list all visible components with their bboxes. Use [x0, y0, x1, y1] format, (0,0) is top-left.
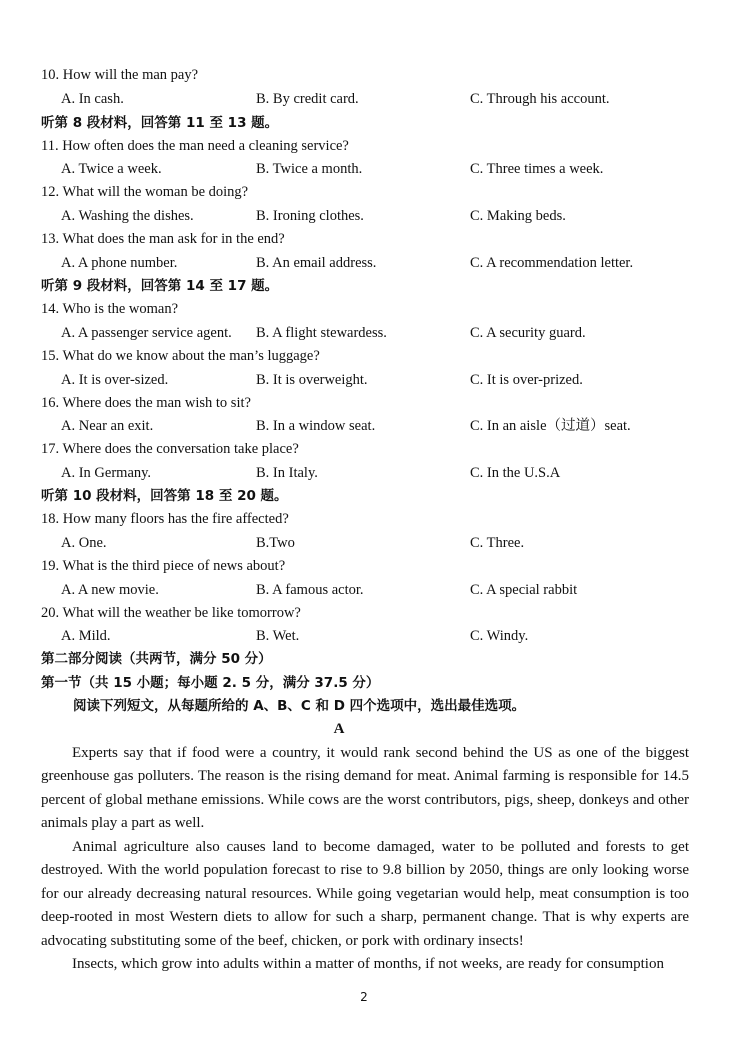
option-b: B. It is overweight. — [256, 372, 368, 388]
option-c: C. A recommendation letter. — [470, 255, 634, 271]
question-stem: 10. How will the man pay? — [41, 67, 199, 83]
option-c: C. Three times a week. — [470, 161, 604, 177]
option-b: B. A famous actor. — [256, 582, 364, 598]
question-stem: 17. Where does the conversation take place? — [41, 441, 299, 457]
option-b: B. An email address. — [256, 255, 377, 271]
question-stem: 12. What will the woman be doing? — [41, 184, 249, 200]
option-b: B. Twice a month. — [256, 161, 363, 177]
option-a: A. One. — [61, 535, 107, 551]
option-a: A. It is over-sized. — [61, 372, 169, 388]
question-stem: 14. Who is the woman? — [41, 301, 179, 317]
question-stem: 16. Where does the man wish to sit? — [41, 395, 251, 411]
option-c: C. A special rabbit — [470, 582, 578, 598]
option-c: C. Through his account. — [470, 91, 610, 107]
question-stem: 19. What is the third piece of news about? — [41, 558, 286, 574]
section-heading: 听第 9 段材料，回答第 14 至 17 题。 — [41, 278, 279, 294]
option-c: C. A security guard. — [470, 325, 586, 341]
option-c: C. Making beds. — [470, 208, 566, 224]
section-heading: 听第 8 段材料，回答第 11 至 13 题。 — [41, 115, 279, 131]
passage-paragraph: Animal agriculture also causes land to become damaged, water to be polluted and forests to get destroyed. With the world population forecast to rise to 9.8 billion by 2050, things are only looking worse for our already decreasing natural resources. While going vegetarian would help, meat consumption is too deep-rooted in most Western diets to allow for such a sharp, permanent change. That is why experts are advocating substituting some of the beef, chicken, or pork with ordinary insects! — [41, 839, 689, 949]
passage-paragraph: Insects, which grow into adults within a matter of months, if not weeks, are ready for consumption — [72, 956, 664, 972]
question-options — [0, 417, 748, 435]
option-c: C. In an aisle（过道）seat. — [470, 418, 631, 434]
option-a: A. Washing the dishes. — [61, 208, 194, 224]
question-options — [0, 160, 748, 178]
option-c: C. It is over-prized. — [470, 372, 583, 388]
question-options — [0, 324, 748, 342]
passage-paragraph: Experts say that if food were a country, it would rank second behind the US as one of the biggest greenhouse gas polluters. The reason is the rising demand for meat. Animal farming is responsible for 14.5 percent of global methane emissions. While cows are the worst contributors, pigs, sheep, donkeys and other animals play a part as well. — [41, 745, 689, 832]
question-stem: 20. What will the weather be like tomorrow? — [41, 605, 301, 621]
question-stem: 15. What do we know about the man’s luggage? — [41, 348, 320, 364]
option-b: B. In a window seat. — [256, 418, 376, 434]
option-b: B.Two — [256, 535, 295, 551]
question-options — [0, 371, 748, 389]
question-options — [0, 254, 748, 272]
part-heading: 第二部分阅读（共两节，满分 50 分） — [41, 651, 272, 667]
question-stem: 18. How many floors has the fire affected? — [41, 511, 289, 527]
option-b: B. In Italy. — [256, 465, 318, 481]
option-a: A. A new movie. — [61, 582, 159, 598]
option-a: A. Mild. — [61, 628, 111, 644]
question-options — [0, 581, 748, 599]
option-a: A. In cash. — [61, 91, 124, 107]
option-c: C. Windy. — [470, 628, 529, 644]
page-number: 2 — [360, 990, 368, 1004]
question-options — [0, 90, 748, 108]
section-heading: 第一节（共 15 小题；每小题 2. 5 分，满分 37.5 分） — [41, 675, 380, 691]
question-stem: 11. How often does the man need a cleaning service? — [41, 138, 349, 154]
question-options — [0, 627, 748, 645]
option-a: A. Twice a week. — [61, 161, 162, 177]
question-options — [0, 464, 748, 482]
option-b: B. Ironing clothes. — [256, 208, 364, 224]
question-options — [0, 207, 748, 225]
passage-title: A — [333, 721, 345, 737]
option-a: A. Near an exit. — [61, 418, 154, 434]
reading-instruction: 阅读下列短文，从每题所给的 A、B、C 和 D 四个选项中，选出最佳选项。 — [73, 698, 526, 714]
option-b: B. By credit card. — [256, 91, 359, 107]
question-options — [0, 534, 748, 552]
option-c: C. In the U.S.A — [470, 465, 561, 481]
option-b: B. Wet. — [256, 628, 300, 644]
option-b: B. A flight stewardess. — [256, 325, 387, 341]
section-heading: 听第 10 段材料，回答第 18 至 20 题。 — [41, 488, 288, 504]
option-a: A. In Germany. — [61, 465, 152, 481]
option-a: A. A passenger service agent. — [61, 325, 232, 341]
option-a: A. A phone number. — [61, 255, 178, 271]
option-c: C. Three. — [470, 535, 525, 551]
question-stem: 13. What does the man ask for in the end? — [41, 231, 285, 247]
